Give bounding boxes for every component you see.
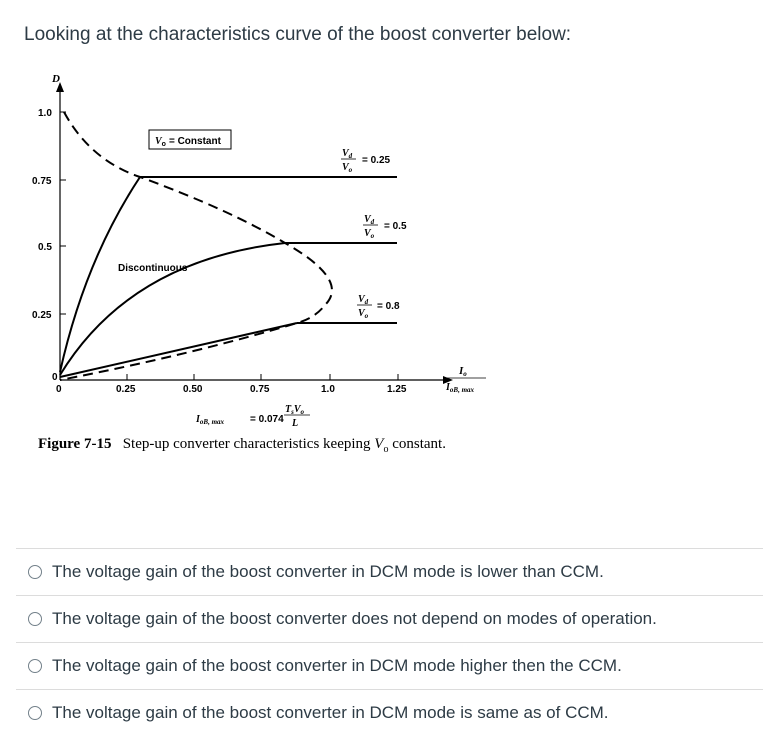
answer-text: The voltage gain of the boost converter does not depend on modes of operation. bbox=[52, 609, 657, 628]
answer-text: The voltage gain of the boost converter in DCM mode higher then the CCM. bbox=[52, 656, 622, 675]
svg-text:L: L bbox=[292, 418, 299, 429]
svg-text:Vo: $V_o$ bbox=[364, 228, 375, 240]
answer-option-1[interactable] bbox=[16, 548, 763, 595]
x-tick-label: 1.0 bbox=[321, 384, 335, 395]
answer-option-4[interactable] bbox=[16, 689, 763, 736]
svg-text:= 0.5: = 0.5 bbox=[384, 221, 407, 232]
answer-option-2[interactable] bbox=[16, 595, 763, 642]
y-tick-label: 0.75 bbox=[32, 176, 52, 187]
svg-text:IoB, max: $I_{oB, max}$ bbox=[196, 414, 225, 426]
answer-text: The voltage gain of the boost converter in DCM mode is same as of CCM. bbox=[52, 703, 609, 722]
y-axis-label: D bbox=[52, 73, 60, 85]
x-axis-label-top: Io bbox=[459, 365, 467, 378]
ratio-label-05 bbox=[363, 214, 407, 240]
ratio-label-025 bbox=[341, 148, 391, 174]
x-axis-label-bottom: $I_{oB, max}$ bbox=[446, 382, 475, 394]
x-tick-label: 0.75 bbox=[250, 384, 270, 395]
dcm-curve-08 bbox=[60, 323, 297, 377]
svg-text:Vd: $V_d$ bbox=[358, 294, 369, 306]
characteristics-figure bbox=[0, 60, 763, 470]
y-tick-label: 0 bbox=[52, 372, 58, 383]
characteristics-chart bbox=[0, 60, 763, 440]
radio-button[interactable] bbox=[28, 565, 42, 579]
x-tick-label: 0.50 bbox=[183, 384, 203, 395]
answer-text: The voltage gain of the boost converter in DCM mode is lower than CCM. bbox=[52, 562, 604, 581]
svg-text:Vd: $V_d$ bbox=[342, 148, 353, 160]
vo-constant-label: $V_o$ = Constant bbox=[155, 136, 221, 148]
svg-text:Vd: $V_d$ bbox=[364, 214, 375, 226]
y-tick-label: 0.5 bbox=[38, 242, 52, 253]
x-tick-label: 1.25 bbox=[387, 384, 407, 395]
x-tick-label: 0 bbox=[56, 384, 62, 395]
y-tick-label: 1.0 bbox=[38, 108, 52, 119]
question-text: Looking at the characteristics curve of the boost converter below: bbox=[24, 24, 572, 45]
figure-caption: Figure 7-15 Step-up converter characteristics keeping $V_o$ constant. bbox=[38, 436, 446, 455]
svg-text:= 0.074: = 0.074 bbox=[250, 414, 284, 425]
svg-text:= 0.25: = 0.25 bbox=[362, 155, 391, 166]
svg-text:TsVo: $T_sV_o$ bbox=[285, 404, 305, 416]
radio-button[interactable] bbox=[28, 706, 42, 720]
svg-text:Vo: $V_o$ bbox=[358, 308, 369, 320]
dcm-curve-025 bbox=[60, 177, 140, 372]
ratio-label-08 bbox=[357, 294, 400, 320]
answer-options bbox=[16, 548, 763, 736]
svg-text:= 0.8: = 0.8 bbox=[377, 301, 400, 312]
y-tick-label: 0.25 bbox=[32, 310, 52, 321]
radio-button[interactable] bbox=[28, 659, 42, 673]
x-tick-label: 0.25 bbox=[116, 384, 136, 395]
svg-text:Vo: $V_o$ bbox=[342, 162, 353, 174]
radio-button[interactable] bbox=[28, 612, 42, 626]
discontinuous-label: Discontinuous bbox=[118, 263, 188, 274]
answer-option-3[interactable] bbox=[16, 642, 763, 689]
iob-max-formula bbox=[195, 404, 310, 429]
